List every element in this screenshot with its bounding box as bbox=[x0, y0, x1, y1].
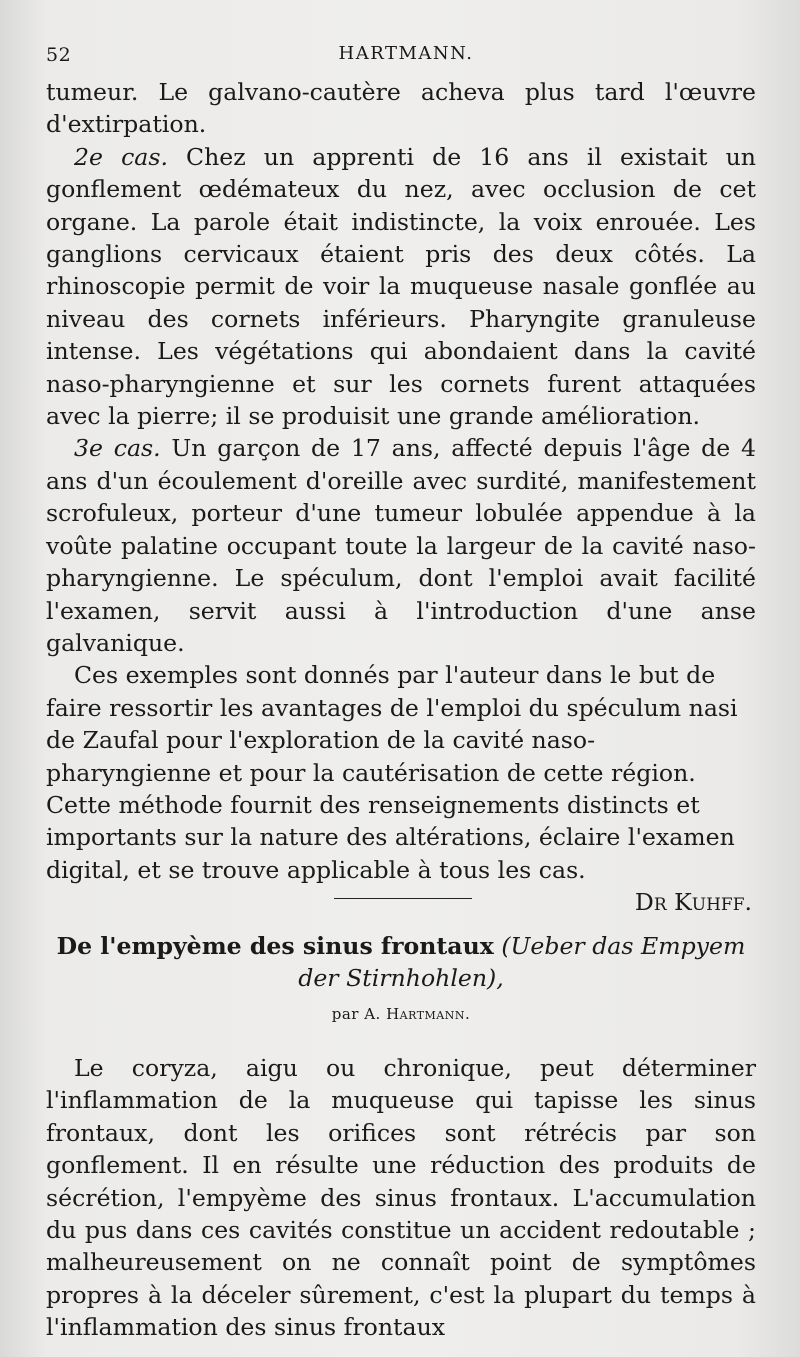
case-2-paragraph bbox=[46, 141, 756, 433]
running-head: HARTMANN. bbox=[338, 43, 474, 64]
article-byline bbox=[46, 1005, 756, 1023]
article-title bbox=[46, 930, 756, 995]
continuation-paragraph: tumeur. Le galvano-cautère acheva plus tard l'œuvre d'extirpation. bbox=[46, 78, 756, 139]
review-signature: Dr Kuhff. bbox=[634, 888, 752, 917]
case-2-text: Chez un apprenti de 16 ans il existait un gonflement œdémateux du nez, avec occlusion de cet organe. La parole était indistincte, la voix enrouée. Les ganglions cervicaux étaient pris des deux côtés. La rhinoscopie permit de voir la muqueuse nasale gonflée au niveau des cornets inférieurs. Pharyngite granuleuse intense. Les végétations qui abondaient dans la cavité naso-pharyngienne et sur les cornets furent attaquées avec la pierre; il se produisit une grande amélioration. bbox=[46, 142, 756, 431]
article-heading bbox=[46, 930, 756, 1023]
article-title-french: De l'empyème des sinus frontaux bbox=[56, 932, 494, 960]
page-header bbox=[46, 40, 766, 72]
article-first-paragraph: Le coryza, aigu ou chronique, peut déterminer l'inflammation de la muqueuse qui tapisse les sinus frontaux, dont les orifices sont rétrécis par son gonflement. Il en résulte une réduction des produits de sécrétion, l'empyème des sinus frontaux. L'accumulation du pus dans ces cavités constitue un accident redoutable ; malheureusement on ne connaît point de symptômes propres à la déceler sûrement, c'est la plupart du temps à l'inflammation des sinus frontaux bbox=[46, 1054, 756, 1342]
case-2-label: 2e cas. bbox=[74, 142, 168, 171]
case-3-paragraph bbox=[46, 432, 756, 659]
previous-article-text bbox=[46, 76, 756, 919]
conclusion-paragraph: Ces exemples sont donnés par l'auteur dans le but de faire ressortir les avantages de l'emploi du spéculum nasi de Zaufal pour l'exploration de la cavité naso-pharyngienne et pour la cautérisation de cette région. Cette méthode fournit des renseignements distincts et importants sur la nature des altérations, éclaire l'examen digital, et se trouve applicable à tous les cas. bbox=[46, 661, 738, 884]
byline-author: Hartmann. bbox=[386, 1004, 471, 1023]
case-3-text: Un garçon de 17 ans, affecté depuis l'âge de 4 ans d'un écoulement d'oreille avec surdité, manifestement scrofuleux, porteur d'une tumeur lobulée appendue à la voûte palatine occupant toute la largeur de la cavité naso-pharyngienne. Le spéculum, dont l'emploi avait facilité l'examen, servit aussi à l'introduction d'une anse galvanique. bbox=[46, 434, 756, 657]
page-number: 52 bbox=[46, 44, 72, 66]
article-body bbox=[46, 1052, 756, 1344]
byline-prefix: par A. bbox=[331, 1004, 381, 1023]
section-separator bbox=[334, 898, 472, 899]
article-title-german: (Ueber das Empyem der Stirnhohlen), bbox=[298, 932, 746, 993]
case-3-label: 3e cas. bbox=[74, 434, 161, 463]
